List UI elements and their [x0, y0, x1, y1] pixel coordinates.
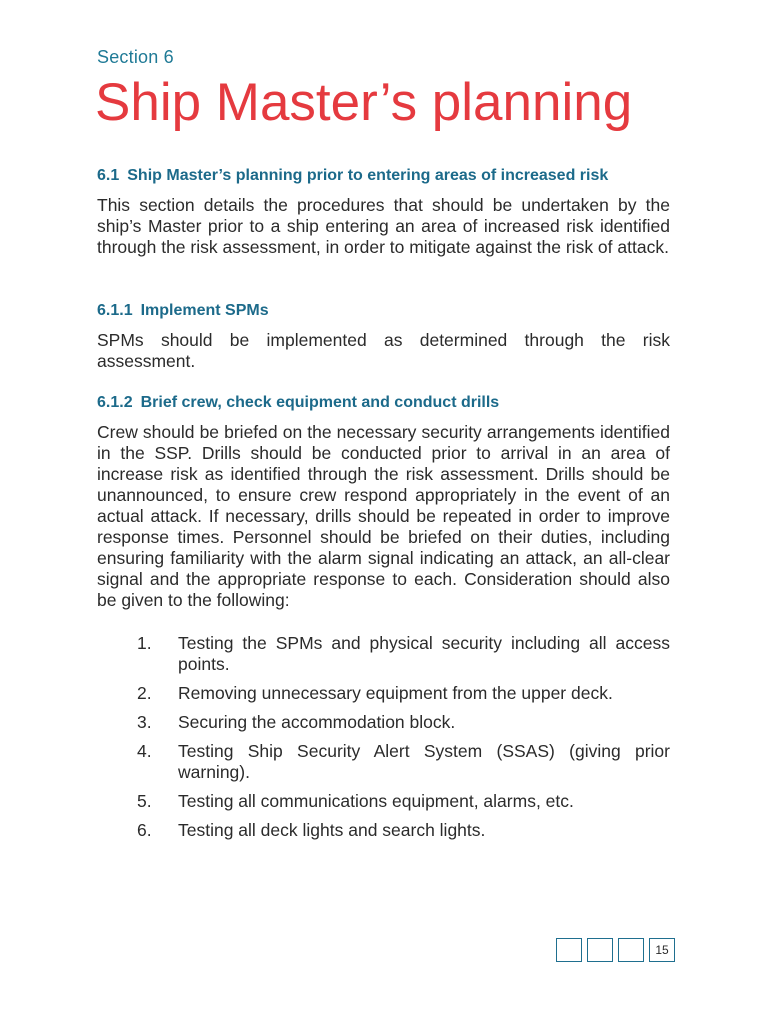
section-heading [97, 393, 670, 413]
section-heading [97, 301, 670, 321]
list-item-text: Testing all communications equipment, alarms, etc. [178, 791, 574, 811]
page-title: Ship Master’s planning [95, 73, 633, 132]
list-item-text: Testing the SPMs and physical security including all access points. [178, 633, 670, 674]
list-item [137, 683, 670, 704]
list-item-text: Testing Ship Security Alert System (SSAS) (giving prior warning). [178, 741, 670, 782]
section-body: SPMs should be implemented as determined through the risk assessment. [97, 330, 670, 371]
footer-box [556, 938, 582, 962]
list-item-text: Securing the accommodation block. [178, 712, 456, 732]
list-item-number: 4. [137, 741, 152, 761]
list-item [137, 791, 670, 812]
list-item-number: 5. [137, 791, 152, 811]
list-item-number: 6. [137, 820, 152, 840]
list-item-text: Removing unnecessary equipment from the upper deck. [178, 683, 613, 703]
section-heading-text: Implement SPMs [140, 302, 269, 319]
list-item [137, 820, 670, 841]
list-item-number: 1. [137, 633, 152, 653]
section-heading [97, 166, 670, 186]
list-item [137, 741, 670, 783]
section-number: 6.1 [97, 167, 120, 184]
section-6-1 [97, 166, 670, 186]
section-body: This section details the procedures that should be undertaken by the ship’s Master prior to a ship entering an area of increased risk identified through the risk assessment, in order to mitigate against the risk of attack. [97, 195, 670, 257]
page-footer-boxes [556, 938, 675, 962]
list-item-number: 2. [137, 683, 152, 703]
section-heading-text: Ship Master’s planning prior to entering areas of increased risk [127, 167, 609, 184]
section-number: 6.1.1 [97, 302, 133, 319]
page-number: 15 [649, 938, 675, 962]
section-6-1-2 [97, 393, 670, 413]
section-number: 6.1.2 [97, 394, 133, 411]
section-body: Crew should be briefed on the necessary security arrangements identified in the SSP. Drills should be conducted prior to arrival in an area of increase risk as identified through the risk assessment. Drills should be unannounced, to ensure crew respond appropriately in the event of an actual attack. If necessary, drills should be repeated in order to improve response times. Personnel should be briefed on their duties, including ensuring familiarity with the alarm signal indicating an attack, an all-clear signal and the appropriate response to each. Consideration should also be given to the following: [97, 422, 670, 610]
footer-box [618, 938, 644, 962]
list-item-number: 3. [137, 712, 152, 732]
section-label: Section 6 [97, 47, 174, 67]
section-6-1-1 [97, 301, 670, 321]
list-item [137, 633, 670, 675]
list-item [137, 712, 670, 733]
consideration-list [137, 633, 670, 849]
section-heading-text: Brief crew, check equipment and conduct drills [140, 394, 500, 411]
list-item-text: Testing all deck lights and search lights. [178, 820, 486, 840]
footer-box [587, 938, 613, 962]
